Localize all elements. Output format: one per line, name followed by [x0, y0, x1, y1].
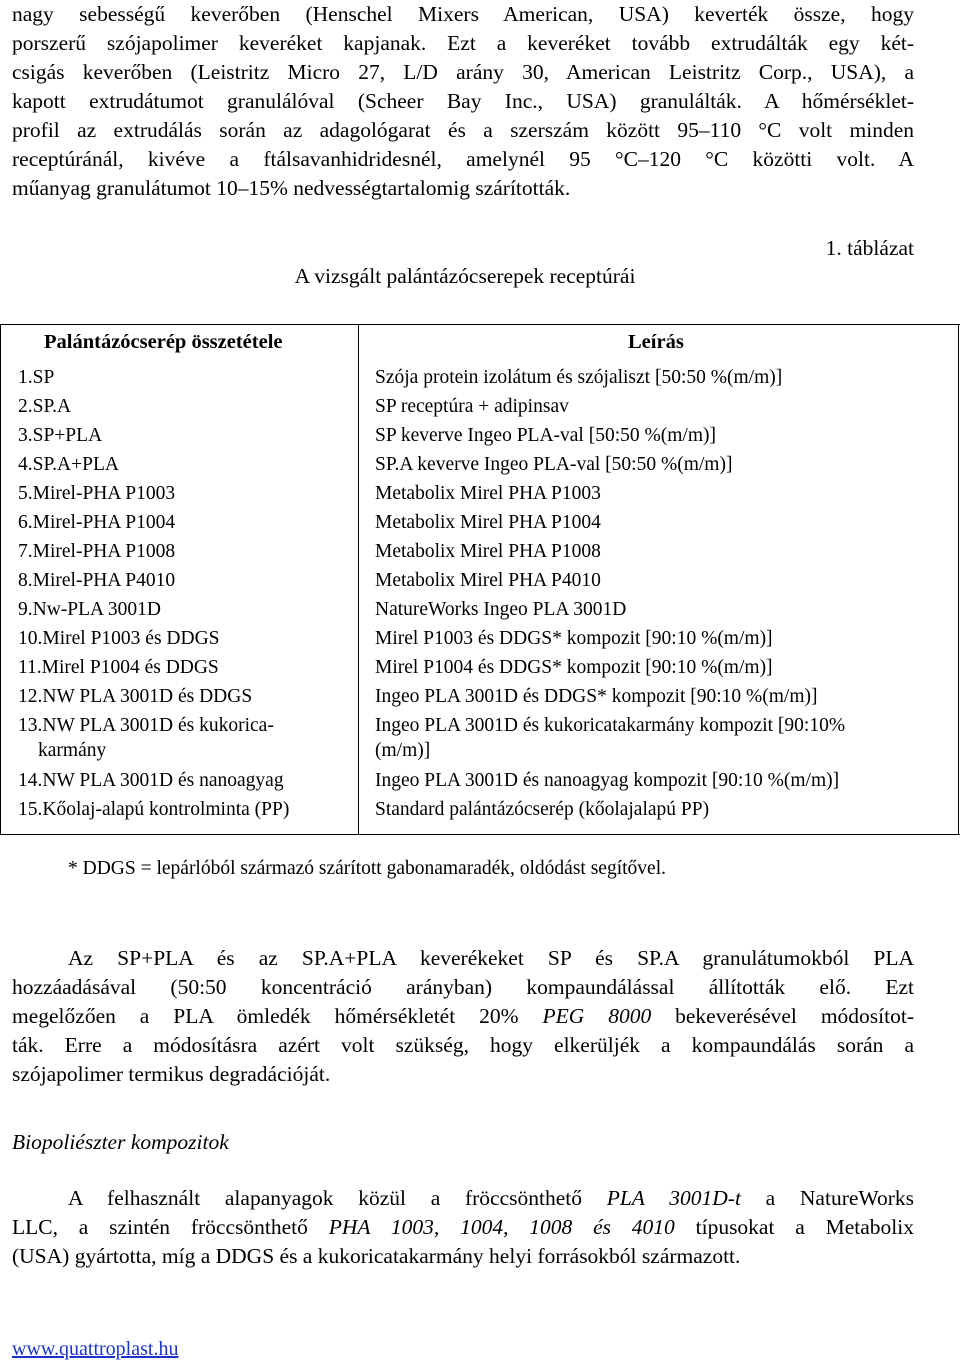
table-header-description: Leírás: [628, 331, 684, 353]
paragraph-line: hozzáadásával (50:50 koncentráció arányban) kompaundálással állították elő. Ezt: [12, 975, 914, 999]
table-cell-description: Mirel P1004 és DDGS* kompozit [90:10 %(m/m)]: [375, 657, 773, 678]
table-cell-composition: 6.Mirel-PHA P1004: [18, 512, 176, 533]
table-cell-composition: 4.SP.A+PLA: [18, 454, 119, 475]
table-footnote: * DDGS = lepárlóból származó szárított gabonamaradék, oldódást segítővel.: [68, 858, 666, 879]
table-title: A vizsgált palántázócserepek receptúrái: [294, 264, 636, 288]
table-top-border: [0, 324, 960, 325]
table-header-composition: Palántázócserép összetétele: [44, 331, 283, 353]
materials-paragraph: [12, 1184, 914, 1271]
table-cell-description: NatureWorks Ingeo PLA 3001D: [375, 599, 627, 620]
table-cell-composition: 13.NW PLA 3001D és kukorica-: [18, 715, 274, 736]
table-right-border: [958, 324, 959, 835]
table-cell-composition: 7.Mirel-PHA P1008: [18, 541, 176, 562]
paragraph-line: receptúránál, kivéve a ftálsavanhidridesnél, amelynél 95 °C–120 °C közötti volt. A: [12, 147, 914, 171]
table-cell-description: Standard palántázócserép (kőolajalapú PP): [375, 799, 710, 820]
text-run: típusokat a Metabolix: [674, 1215, 914, 1239]
table-cell-description: SP.A keverve Ingeo PLA-val [50:50 %(m/m)]: [375, 454, 733, 475]
table-cell-composition: 12.NW PLA 3001D és DDGS: [18, 686, 253, 707]
text-run: a NatureWorks: [740, 1186, 915, 1210]
paragraph-line: szójapolimer termikus degradációját.: [12, 1062, 331, 1086]
table-number: 1. táblázat: [825, 236, 914, 260]
table-cell-description-continued: (m/m)]: [375, 740, 431, 761]
paragraph-line: csigás keverőben (Leistritz Micro 27, L/D arány 30, American Leistritz Corp., USA), a: [12, 60, 914, 84]
table-cell-description: Ingeo PLA 3001D és DDGS* kompozit [90:10 %(m/m)]: [375, 686, 818, 707]
table-cell-description: SP keverve Ingeo PLA-val [50:50 %(m/m)]: [375, 425, 716, 446]
emphasis-peg: PEG 8000: [542, 1004, 652, 1028]
table-left-border: [0, 324, 1, 835]
table-cell-composition-continued: karmány: [38, 740, 107, 761]
paragraph-line: nagy sebességű keverőben (Henschel Mixers American, USA) keverték össze, hogy: [12, 2, 914, 26]
paragraph-line: [12, 1184, 914, 1213]
table-cell-description: Metabolix Mirel PHA P1003: [375, 483, 601, 504]
table-cell-description: Metabolix Mirel PHA P1008: [375, 541, 601, 562]
table-cell-composition: 2.SP.A: [18, 396, 72, 417]
table-cell-composition: 5.Mirel-PHA P1003: [18, 483, 176, 504]
table-cell-description: Ingeo PLA 3001D és nanoagyag kompozit [90:10 %(m/m)]: [375, 770, 840, 791]
table-cell-composition: 11.Mirel P1004 és DDGS: [18, 657, 219, 678]
table-cell-composition: 9.Nw-PLA 3001D: [18, 599, 162, 620]
paragraph-line: kapott extrudátumot granulálóval (Scheer Bay Inc., USA) granulálták. A hőmérséklet-: [12, 89, 914, 113]
paragraph-line: (USA) gyártotta, míg a DDGS és a kukoricatakarmány helyi forrásokból származott.: [12, 1244, 741, 1268]
footer-website-link[interactable]: www.quattroplast.hu: [12, 1338, 179, 1360]
paragraph-line: műanyag granulátumot 10–15% nedvességtartalomig szárították.: [12, 176, 571, 200]
blend-paragraph: [12, 944, 914, 1089]
paragraph-line: [12, 1213, 914, 1242]
table-cell-description: Szója protein izolátum és szójaliszt [50:50 %(m/m)]: [375, 367, 783, 388]
intro-paragraph: [12, 0, 914, 203]
text-run: bekeverésével módosítot-: [651, 1004, 914, 1028]
paragraph-line: [12, 1002, 914, 1031]
text-run: megelőzően a PLA ömledék hőmérsékletét 20%: [12, 1004, 543, 1028]
table-cell-composition: 14.NW PLA 3001D és nanoagyag: [18, 770, 284, 791]
text-run: A felhasznált alapanyagok közül a fröccsönthető: [68, 1186, 607, 1210]
table-cell-composition: 15.Kőolaj-alapú kontrolminta (PP): [18, 799, 290, 820]
table-cell-description: SP receptúra + adipinsav: [375, 396, 569, 417]
table-cell-description: Metabolix Mirel PHA P4010: [375, 570, 601, 591]
emphasis-pha: PHA 1003, 1004, 1008 és 4010: [328, 1215, 675, 1239]
table-cell-composition: 10.Mirel P1003 és DDGS: [18, 628, 220, 649]
table-cell-description: Mirel P1003 és DDGS* kompozit [90:10 %(m/m)]: [375, 628, 773, 649]
emphasis-pla: PLA 3001D-t: [606, 1186, 741, 1210]
table-cell-composition: 8.Mirel-PHA P4010: [18, 570, 176, 591]
paragraph-line: Az SP+PLA és az SP.A+PLA keverékeket SP és SP.A granulátumokból PLA: [68, 946, 914, 970]
table-cell-composition: 1.SP: [18, 367, 55, 388]
paragraph-line: ták. Erre a módosításra azért volt szükség, hogy elkerüljék a kompaundálás során a: [12, 1033, 914, 1057]
table-cell-description: Ingeo PLA 3001D és kukoricatakarmány kompozit [90:10%: [375, 715, 846, 736]
text-run: LLC, a szintén fröccsönthető: [12, 1215, 329, 1239]
paragraph-line: porszerű szójapolimer keveréket kapjanak. Ezt a keveréket tovább extrudálták egy két-: [12, 31, 914, 55]
section-subheading: Biopoliészter kompozitok: [12, 1130, 229, 1154]
table-cell-composition: 3.SP+PLA: [18, 425, 103, 446]
paragraph-line: profil az extrudálás során az adagológarat és a szerszám között 95–110 °C volt minden: [12, 118, 914, 142]
table-bottom-border: [0, 834, 960, 835]
table-cell-description: Metabolix Mirel PHA P1004: [375, 512, 601, 533]
